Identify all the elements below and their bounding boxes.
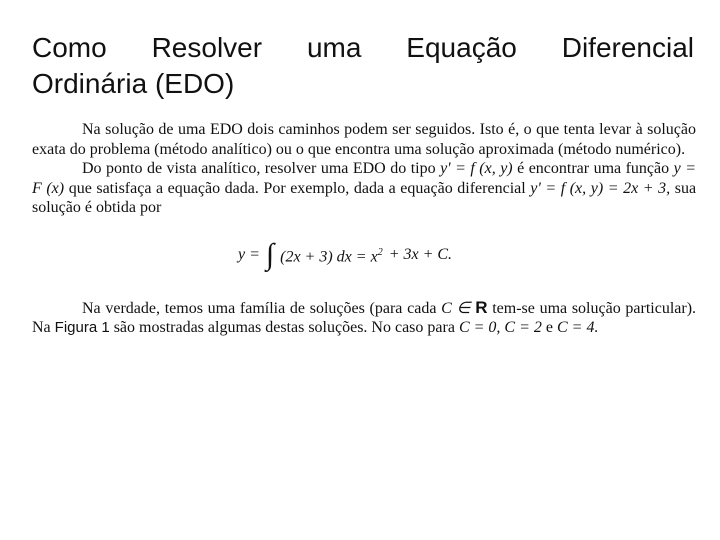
equation-integrand-text: (2x + 3) dx = x [280,247,378,265]
slide-title [32,30,694,102]
equation-exponent: 2 [377,246,383,258]
paragraph-analytic-text-2: é encontrar uma função [517,160,670,177]
ode-general-form: y' = f (x, y) [440,160,513,177]
title-line-2: Ordinária (EDO) [32,68,235,99]
equation-lhs: y = [238,245,260,263]
case-c0: C = 0, [458,319,501,336]
paragraph-family-text-4: e [545,319,553,336]
integral-equation [32,237,696,271]
case-c2: C = 2 [504,319,542,336]
equation-rhs: + 3x + C. [388,245,453,263]
paragraph-analytic-text-4: sua solução é obtida por [32,179,697,216]
slide-body [32,120,696,338]
solution-function: y = F (x) [32,160,697,197]
title-line-1: Como Resolver uma Equação Diferencial [32,32,694,63]
paragraph-intro: Na solução de uma EDO dois caminhos podem ser seguidos. Isto é, o que tenta levar à solução exata do problema (método analítico) ou o que encontra uma solução aproximada (método numérico). [32,121,696,158]
integral-sign: ∫ [265,237,275,271]
paragraph-family-text-2: tem-se uma solução particular). Na [32,299,697,336]
paragraph-analytic-text-1: Do ponto de vista analítico, resolver uma EDO do tipo [82,160,436,177]
paragraph-family-text-3: são mostradas algumas destas soluções. No caso para [113,319,455,336]
case-c4: C = 4. [556,319,599,336]
equation-integrand [280,243,383,267]
constant-membership: C ∈ [441,299,471,317]
figure-reference: Figura 1 [54,319,110,336]
real-numbers-symbol: R [475,297,488,317]
paragraph-family-text-1: Na verdade, temos uma família de soluções (para cada [82,299,437,317]
example-ode: y' = f (x, y) = 2x + 3, [530,179,671,197]
paragraph-analytic-text-3: que satisfaça a equação dada. Por exemplo, dada a equação diferencial [68,179,526,197]
paragraph-family [32,298,696,338]
paragraph-analytic [32,159,696,218]
